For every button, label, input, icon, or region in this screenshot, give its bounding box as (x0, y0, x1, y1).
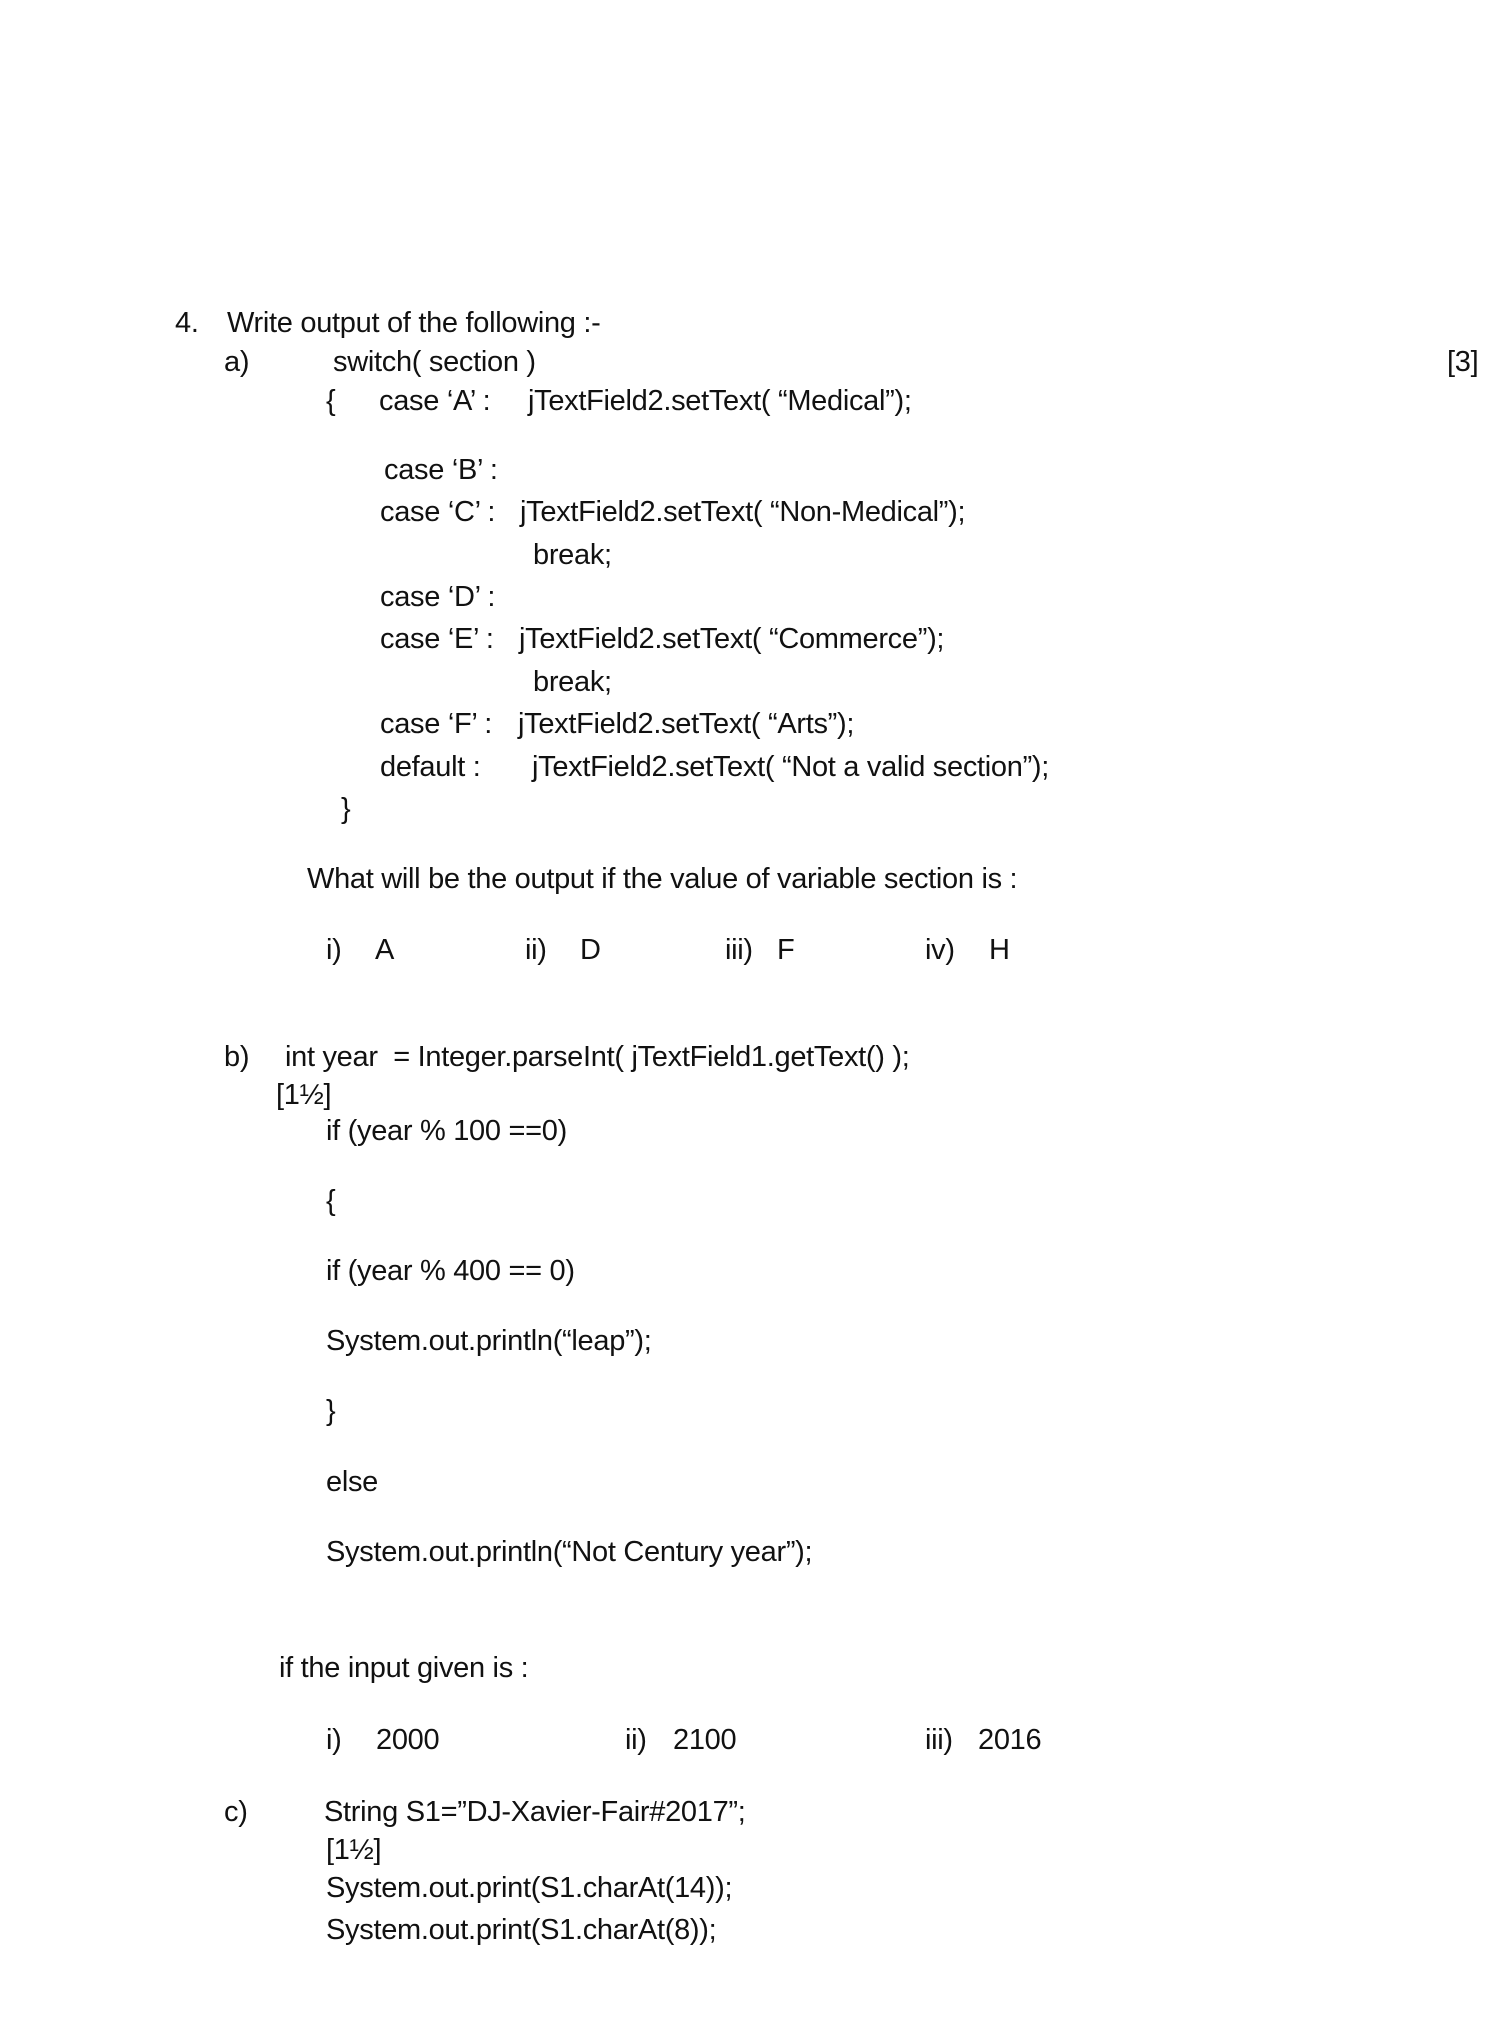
code-line: System.out.println(“Not Century year”); (326, 1536, 813, 1568)
part-c-label: c) (224, 1796, 248, 1828)
case-statement: jTextField2.setText( “Non-Medical”); (520, 496, 966, 528)
case-label: case ‘E’ : (380, 623, 494, 655)
break-statement: break; (533, 666, 612, 698)
option-number: iii) (925, 1724, 953, 1756)
part-b-marks: [1½] (276, 1079, 332, 1111)
code-line: System.out.println(“leap”); (326, 1325, 652, 1357)
option-number: i) (326, 1724, 342, 1756)
case-label: case ‘A’ : (379, 385, 491, 417)
code-line: int year = Integer.parseInt( jTextField1.getText() ); (285, 1041, 910, 1073)
part-c-marks: [1½] (326, 1834, 382, 1866)
option-value: 2016 (978, 1724, 1042, 1756)
question-title: Write output of the following :- (227, 307, 601, 339)
option-value: A (375, 934, 395, 966)
break-statement: break; (533, 539, 612, 571)
case-label: case ‘D’ : (380, 581, 496, 613)
case-statement: jTextField2.setText( “Arts”); (518, 708, 855, 740)
case-label: case ‘F’ : (380, 708, 492, 740)
option-number: iii) (725, 934, 753, 966)
close-brace: } (341, 793, 351, 825)
default-statement: jTextField2.setText( “Not a valid section”); (532, 751, 1050, 783)
code-line: { (326, 1185, 336, 1217)
option-value: H (989, 934, 1010, 966)
part-a-prompt: What will be the output if the value of variable section is : (307, 863, 1018, 895)
option-number: ii) (625, 1724, 647, 1756)
case-label: case ‘B’ : (384, 454, 498, 486)
option-value: 2100 (673, 1724, 737, 1756)
open-brace: { (326, 385, 336, 417)
code-line: String S1=”DJ-Xavier-Fair#2017”; (324, 1796, 746, 1828)
code-line: else (326, 1466, 378, 1498)
part-a-marks: [3] (1447, 346, 1479, 378)
option-number: iv) (925, 934, 955, 966)
case-statement: jTextField2.setText( “Medical”); (528, 385, 912, 417)
option-number: ii) (525, 934, 547, 966)
case-label: case ‘C’ : (380, 496, 496, 528)
question-number: 4. (175, 307, 199, 339)
code-line: System.out.print(S1.charAt(14)); (326, 1872, 733, 1904)
option-value: 2000 (376, 1724, 440, 1756)
option-value: F (777, 934, 795, 966)
option-number: i) (326, 934, 342, 966)
part-b-label: b) (224, 1041, 250, 1073)
code-line: System.out.print(S1.charAt(8)); (326, 1914, 717, 1946)
part-a-label: a) (224, 346, 250, 378)
code-line: } (326, 1395, 336, 1427)
case-statement: jTextField2.setText( “Commerce”); (519, 623, 945, 655)
code-line: if (year % 100 ==0) (326, 1115, 567, 1147)
option-value: D (580, 934, 601, 966)
default-label: default : (380, 751, 481, 783)
switch-line: switch( section ) (333, 346, 536, 378)
part-b-prompt: if the input given is : (279, 1652, 529, 1684)
code-line: if (year % 400 == 0) (326, 1255, 575, 1287)
